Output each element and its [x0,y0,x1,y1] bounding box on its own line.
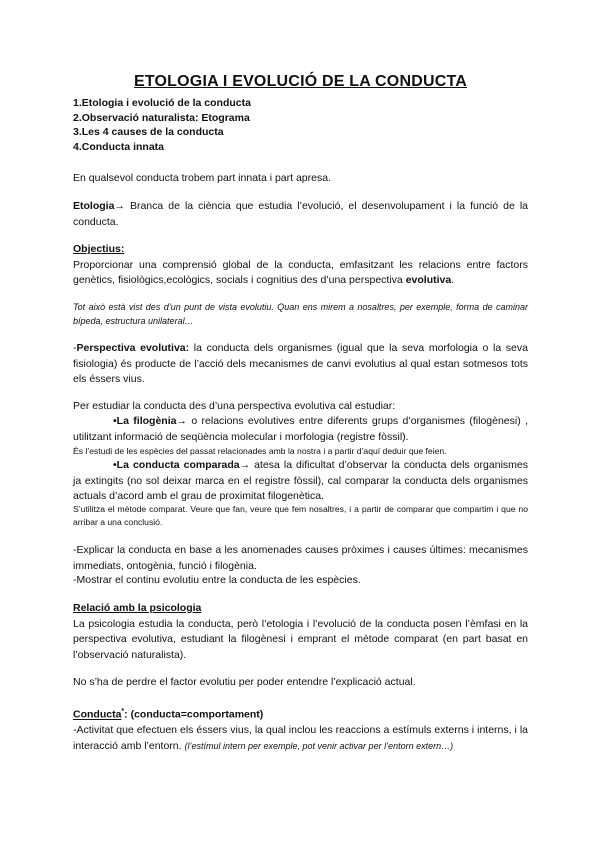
filogenia-note: És l’estudi de les espècies del passat relacionades amb la nostra i a partir d’aquí deduir que feien. [73,446,447,456]
toc-item: 1.Etologia i evolució de la conducta [73,97,251,109]
comparada-paragraph: •La conducta comparada→ atesa la dificultat d’observar la conducta dels organismes ja extingits (no sol deixar marca en el registre fòssil), cal comparar la conducta dels organismes actuals d’acord amb el grau de proximitat filogenètica. [73,459,528,502]
comparada-note: S’utilitza el mètode comparat. Veure que fan, veure que fem nosaltres, i a partir de comparar que compartim i que no arribar a una conclusió. [73,504,528,527]
toc-item: 2.Observació naturalista: Etograma [73,111,250,124]
toc-item: 4.Conducta innata [73,140,165,153]
toc-item: 3.Les 4 causes de la conducta [73,126,224,138]
objectius-text: Proporcionar una comprensió global de la conducta, emfasitzant les relacions entre factors genètics, fisiològics,ecològics, socials i cognitius des d’una perspectiva evolutiva. [73,258,528,286]
psicologia-text: La psicologia estudia la conducta, però l’etologia i l’evolució de la conducta posen l’èmfasi en la perspectiva evolutiva, estudiant la filogènesi i emprant el mètode comparat (en part basat en l’observació naturalista). [73,617,528,661]
table-of-contents [73,96,251,154]
perspectiva-term: Perspectiva evolutiva: [76,342,190,354]
psicologia-section [73,601,528,663]
filogenia-term: •La filogènia [113,415,177,427]
filogenia-paragraph: •La filogènia→ o relacions evolutives entre diferents grups d’organismes (filogènesi) , utilitzant informació de seqüència molecular i morfologia (registre fòssil). [73,415,529,443]
estudiar-intro: Per estudiar la conducta des d’una perspectiva evolutiva cal estudiar: [73,400,396,412]
intro-paragraph: En qualsevol conducta trobem part innata i part apresa. [73,172,331,184]
psicologia-note: No s’ha de perdre el factor evolutiu per poder entendre l’explicació actual. [73,676,416,688]
psicologia-heading: Relació amb la psicologia [73,602,202,614]
objectius-heading: Objectius: [73,243,125,255]
etologia-term: Etologia [73,200,115,212]
perspectiva-paragraph: -Perspectiva evolutiva: la conducta dels organismes (igual que la seva morfologia o la seva fisiologia) és producte de l’acció dels mecanismes de canvi evolutius al qual estan sotmesos tots els éssers vius. [73,342,528,385]
objectius-note: Tot això està vist des d’un punt de vista evolutiu. Quan ens mirem a nosaltres, per exemple, forma de caminar bípeda, estructura unilateral… [73,302,528,326]
comparada-term: •La conducta comparada [113,459,240,471]
conducta-note: (l’estímul intern per exemple, pot venir activar per l’entorn extern…) [184,740,454,751]
conducta-text: -Activitat que efectuen els éssers vius, la qual inclou les reaccions a estímuls externs i interns, i la interacció amb l’entorn. (l’estímul intern per exemple, pot venir activar per l’entorn extern…) [73,724,528,752]
page-title: ETOLOGIA I EVOLUCIÓ DE LA CONDUCTA [133,73,468,90]
mostrar-paragraph: -Mostrar el continu evolutiu entre la conducta de les espècies. [73,574,361,586]
explicar-paragraph: -Explicar la conducta en base a les anomenades causes pròximes i causes últimes: mecanismes immediats, ontogènia, funció i filogènia. [73,544,528,572]
conducta-heading: Conducta*: (conducta=comportament) [73,708,264,721]
etologia-text: → Branca de la ciència que estudia l’evolució, el desenvolupament i la funció de la conducta. [73,200,528,228]
objectius-section [73,242,528,289]
etologia-definition [73,199,528,230]
conducta-section [73,704,528,754]
